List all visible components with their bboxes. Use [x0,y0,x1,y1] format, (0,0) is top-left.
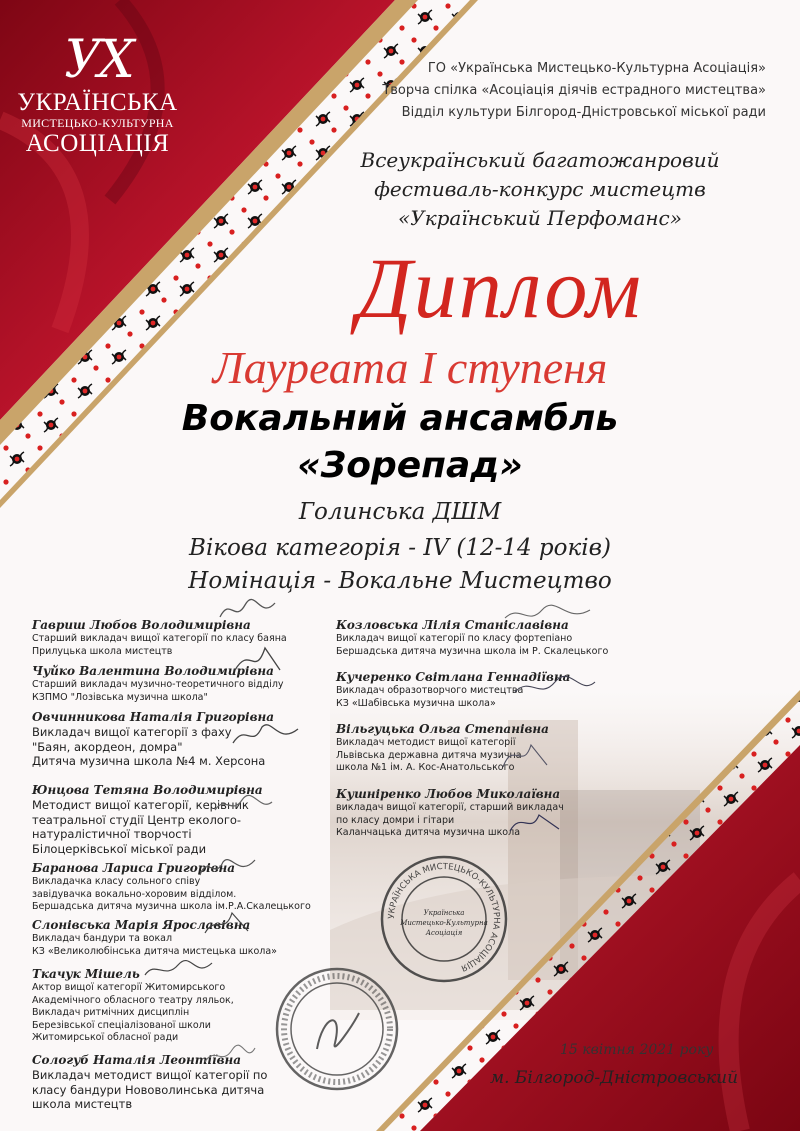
jury-desc-line: Бершадська дитяча музична школа ім Р. Скалецького [336,645,609,657]
jury-desc-line: Викладач бандури та вокал [32,933,173,944]
seal-center-line-3: Асоціація [425,929,463,937]
jury-desc-line: "Баян, акордеон, домра" [32,739,183,754]
jury-desc-line: Старший викладач вищої категорії по класу баяна [32,633,287,644]
jury-desc-line: викладач вищої категорії, старший викладач [336,802,564,813]
jury-desc-line: театральної студії Центр еколого- [32,812,242,827]
jury-desc-line: Львівська державна дитяча музична [336,749,522,761]
jury-name: Юнцова Тетяна Володимирівна [32,783,263,797]
jury-desc-line: школа мистецтв [32,1097,133,1111]
jury-desc-line: Житомирської обласної ради [32,1032,179,1043]
jury-desc-line: Березівської спеціалізованої школи [32,1019,211,1031]
diploma-degree: Лауреата І ступеня [212,342,608,393]
jury-name: Кушніренко Любов Миколаївна [336,787,561,801]
jury-name: Сологуб Наталія Леонтіївна [32,1053,241,1067]
nomination: Номінація - Вокальне Мистецтво [188,568,612,594]
jury-name: Слонівська Марія Ярославівна [32,918,251,932]
jury-desc-line: по класу домри і гітари [336,814,455,826]
jury-name: Баранова Лариса Григорівна [32,861,236,875]
logo-line-1: УКРАЇНСЬКА [17,89,178,116]
jury-desc-line: Викладач ритмічних дисциплін [32,1007,190,1018]
issue-date: 15 квітня 2021 року [560,1042,714,1058]
jury-desc-line: Академічного обласного театру ляльок, [32,994,234,1006]
jury-member [32,860,332,914]
jury-desc-line: Викладач образотворчого мистецтва [336,685,524,696]
jury-desc-line: Викладач методист вищої категорії [336,737,516,748]
festival-line-1: Всеукраїнський багатожанровий [360,148,720,172]
jury-member [32,663,332,704]
age-category: Вікова категорія - IV (12-14 років) [189,535,611,561]
jury-name: Чуйко Валентина Володимирівна [32,664,274,678]
jury-member [32,709,332,769]
seal-ring-text: УКРАЇНСЬКА МИСТЕЦЬКО-КУЛЬТУРНА АСОЦІАЦІЯ [386,861,502,973]
jury-desc-line: школа №1 ім. А. Кос-Анатольського [336,762,515,773]
jury-name: Овчинникова Наталія Григорівна [32,710,274,724]
jury-desc-line: Методист вищої категорії, керівник [32,798,249,812]
jury-desc-line: Прилуцька школа мистецтв [32,645,173,657]
jury-member [336,617,636,658]
festival-title [300,146,780,233]
organizers-block [326,58,766,124]
jury-desc-line: класу бандури Нововолинська дитяча [32,1082,265,1097]
jury-desc-line: КЗПМО "Лозівська музична школа" [32,691,208,703]
festival-line-2: фестиваль-конкурс мистецтв [374,177,706,201]
jury-member [32,917,332,958]
jury-desc-line: Актор вищої категорії Житомирського [32,982,226,993]
jury-desc-line: Білоцерківської міської ради [32,841,207,856]
jury-member [32,782,332,856]
organizer-line: ГО «Українська Мистецько-Культурна Асоціація» [427,61,766,76]
jury-desc-line: Бершадська дитяча музична школа ім.Р.А.Скалецького [32,901,311,912]
jury-desc-line: Старший викладач музично-теоретичного відділу [32,679,284,690]
logo-line-2: МИСТЕЦЬКО-КУЛЬТУРНА [21,116,174,130]
jury-desc-line: КЗ «Великолюбінська дитяча мистецька школа» [32,945,277,957]
jury-member [32,617,332,658]
jury-member [336,786,636,840]
svg-text:УКРАЇНСЬКА МИСТЕЦЬКО-КУЛЬТУРНА [387,862,501,973]
issue-city: м. Білгород-Дністровський [490,1068,739,1088]
diploma-title: Диплом [357,240,643,336]
jury-desc-line: Викладач вищої категорії по класу фортепіано [336,633,573,644]
jury-name: Вільгуцька Ольга Степанівна [336,722,549,736]
jury-desc-line: Викладачка класу сольного співу [32,876,201,887]
jury-name: Кучеренко Світлана Геннадіївна [336,670,571,684]
school-name: Голинська ДШМ [298,499,502,525]
seal-center-line-2: Мистецько-Культурна [400,919,488,927]
organizer-line: Відділ культури Білгород-Дністровської міської ради [401,105,766,120]
festival-line-3: «Український Перфоманс» [398,206,682,230]
jury-member [336,669,636,710]
jury-desc-line: Викладач вищої категорії з фаху [32,725,232,739]
logo-line-3: АСОЦІАЦІЯ [25,130,170,157]
jury-desc-line: натуралістичної творчості [32,827,192,841]
association-logo [10,30,185,157]
jury-desc-line: Дитяча музична школа №4 м. Херсона [32,754,266,768]
ensemble-type: Вокальний ансамбль [181,398,619,439]
logo-monogram: УХ [64,30,131,90]
ensemble-name: «Зорепад» [297,445,523,486]
jury-desc-line: завідувачка вокально-хоровим відділом. [32,888,237,900]
jury-name: Козловська Лілія Станіславівна [336,618,569,632]
jury-member [336,721,636,775]
second-seal-mark [273,965,401,1093]
seal-center-line-1: Українська [423,909,465,917]
jury-name: Гавриш Любов Володимирівна [32,618,251,632]
organizer-line: Творча спілка «Асоціація діячів естрадного мистецтва» [382,83,766,98]
jury-desc-line: КЗ «Шабівська музична школа» [336,697,496,709]
jury-desc-line: Каланчацька дитяча музична школа [336,827,521,838]
jury-name: Ткачук Мішель [32,967,140,981]
jury-desc-line: Викладач методист вищої категорії по [32,1068,268,1082]
